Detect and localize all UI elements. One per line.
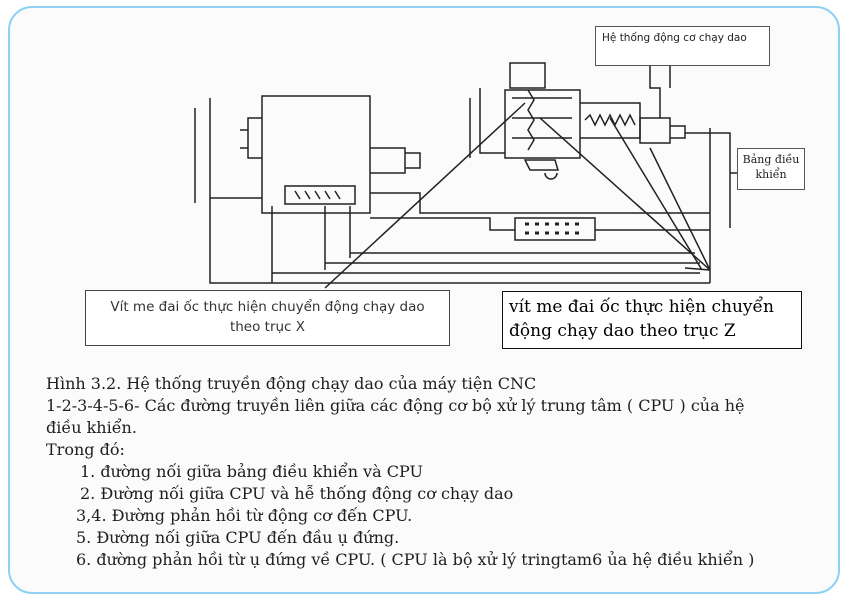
caption-item-1: 1. đường nối giữa bảng điều khiển và CPU [80,462,423,481]
z-axis-assembly [470,63,685,179]
x-axis-ball-screw [272,186,355,283]
motor-system-label: Hệ thống động cơ chạy dao [595,26,770,66]
caption-title: Hình 3.2. Hệ thống truyền động chạy dao của máy tiện CNC [46,374,537,393]
caption-item-5: 6. đường phản hồi từ ụ đứng về CPU. ( CPU là bộ xử lý tringtam6 ủa hệ điều khiển ) [76,550,755,569]
caption-item-3: 3,4. Đường phản hồi từ động cơ đến CPU. [76,506,413,525]
caption-description-line-1: 1-2-3-4-5-6- Các đường truyền liên giữa các động cơ bộ xử lý trung tâm ( CPU ) của hệ [46,396,745,415]
caption-item-4: 5. Đường nối giữa CPU đến đầu ụ đứng. [76,528,400,547]
caption-trong-do: Trong đó: [46,440,125,459]
z-axis-screw-label: vít me đai ốc thực hiện chuyển động chạy dao theo trục Z [502,291,802,349]
caption-item-2: 2. Đường nối giữa CPU và hễ thống động cơ chạy dao [80,484,514,503]
encoder-box [515,218,595,240]
figure-frame [8,6,840,594]
control-panel-label: Bảng điều khiển [737,148,805,190]
figure-caption [46,373,836,571]
x-axis-screw-label: Vít me đai ốc thực hiện chuyển động chạy dao theo trục X [85,290,450,346]
caption-description-line-2: điều khiển. [46,418,137,437]
